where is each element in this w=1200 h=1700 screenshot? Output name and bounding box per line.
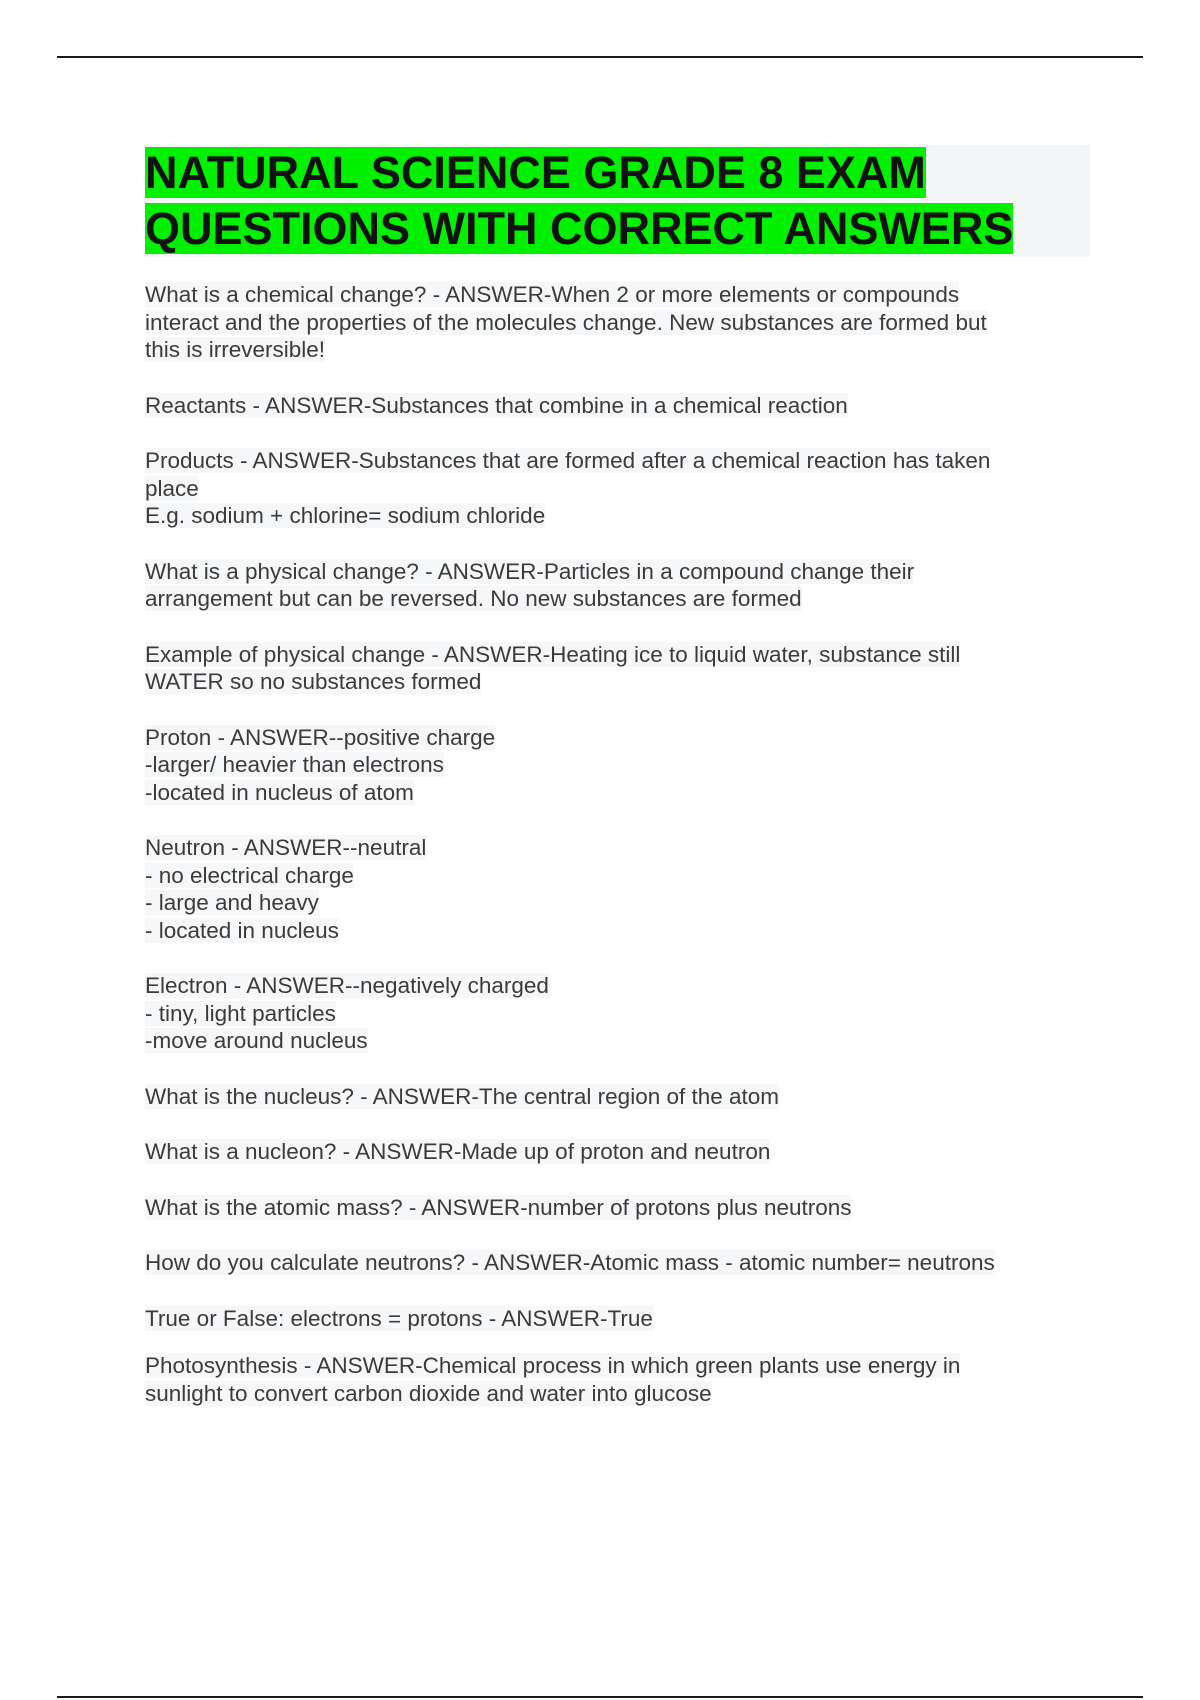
qa-line: - located in nucleus xyxy=(145,917,339,943)
qa-item-electron xyxy=(145,972,1090,1055)
qa-item-physical-change xyxy=(145,558,1090,613)
page-title xyxy=(145,145,1090,257)
document-body xyxy=(145,145,1090,1435)
bottom-rule xyxy=(57,1696,1143,1698)
qa-line: What is the atomic mass? - ANSWER-number of protons plus neutrons xyxy=(145,1194,852,1220)
qa-line: What is a physical change? - ANSWER-Particles in a compound change their xyxy=(145,558,915,584)
qa-line: Products - ANSWER-Substances that are formed after a chemical reaction has taken xyxy=(145,448,991,473)
page-title-text: NATURAL SCIENCE GRADE 8 EXAM QUESTIONS WITH CORRECT ANSWERS xyxy=(145,147,1014,254)
qa-item-proton xyxy=(145,724,1090,807)
qa-line: -larger/ heavier than electrons xyxy=(145,752,444,777)
qa-line: this is irreversible! xyxy=(145,337,326,362)
qa-line: What is a chemical change? - ANSWER-When 2 or more elements or compounds xyxy=(145,282,960,307)
qa-line: What is the nucleus? - ANSWER-The central region of the atom xyxy=(145,1083,780,1109)
qa-line: Example of physical change - ANSWER-Heating ice to liquid water, substance still xyxy=(145,641,961,667)
qa-line: WATER so no substances formed xyxy=(145,669,482,694)
qa-item-nucleon xyxy=(145,1138,1090,1166)
qa-line: How do you calculate neutrons? - ANSWER-Atomic mass - atomic number= neutrons xyxy=(145,1250,995,1275)
qa-line: E.g. sodium + chlorine= sodium chloride xyxy=(145,503,546,528)
title-block xyxy=(145,145,1090,257)
qa-item-calculate-neutrons xyxy=(145,1249,1090,1277)
qa-line: Electron - ANSWER--negatively charged xyxy=(145,973,549,998)
qa-line: -move around nucleus xyxy=(145,1028,368,1053)
qa-line: place xyxy=(145,475,199,501)
qa-item-photosynthesis xyxy=(145,1352,1090,1407)
top-rule xyxy=(57,56,1143,58)
qa-line: Reactants - ANSWER-Substances that combine in a chemical reaction xyxy=(145,392,848,418)
qa-line: - tiny, light particles xyxy=(145,1000,336,1026)
qa-line: Photosynthesis - ANSWER-Chemical process in which green plants use energy in xyxy=(145,1353,961,1378)
qa-line: True or False: electrons = protons - ANSWER-True xyxy=(145,1305,653,1331)
qa-line: -located in nucleus of atom xyxy=(145,779,414,805)
qa-line: Proton - ANSWER--positive charge xyxy=(145,724,496,750)
qa-item-neutron xyxy=(145,834,1090,944)
qa-line: interact and the properties of the molecules change. New substances are formed but xyxy=(145,309,987,335)
qa-line: Neutron - ANSWER--neutral xyxy=(145,835,427,860)
qa-line: arrangement but can be reversed. No new substances are formed xyxy=(145,586,802,611)
qa-item-true-false xyxy=(145,1305,1090,1333)
qa-line: - no electrical charge xyxy=(145,862,354,888)
qa-line: - large and heavy xyxy=(145,890,319,915)
qa-item-physical-change-example xyxy=(145,641,1090,696)
qa-line: What is a nucleon? - ANSWER-Made up of proton and neutron xyxy=(145,1139,771,1164)
qa-item-reactants xyxy=(145,392,1090,420)
qa-item-products xyxy=(145,447,1090,530)
qa-item-atomic-mass xyxy=(145,1194,1090,1222)
qa-line: sunlight to convert carbon dioxide and water into glucose xyxy=(145,1380,712,1406)
qa-item-chemical-change xyxy=(145,281,1090,364)
qa-item-nucleus xyxy=(145,1083,1090,1111)
